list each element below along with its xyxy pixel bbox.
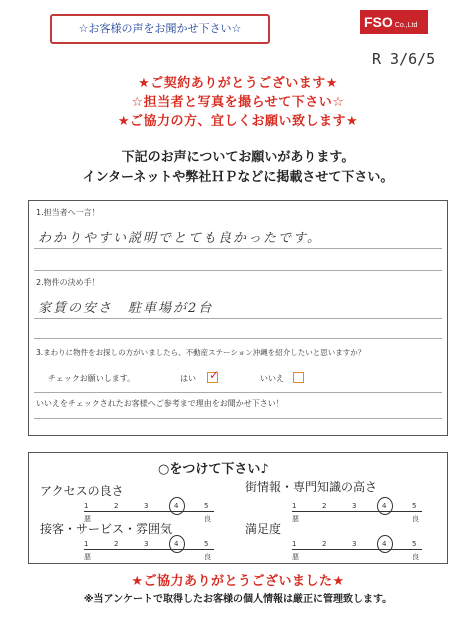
scale-tick: 5 xyxy=(412,540,417,548)
scale-tick: 4 xyxy=(174,540,179,548)
q3-yes-label: はい xyxy=(180,374,196,383)
scale-low-label: 悪 xyxy=(84,515,91,523)
q4-label: いいえをチェックされたお客様へご参考まで理由をお聞かせ下さい！ xyxy=(36,399,284,408)
privacy-note: ※当アンケートで取得したお客様の個人情報は厳正に管理致します。 xyxy=(83,594,393,605)
scale-tick: 5 xyxy=(412,502,417,510)
scale-high-label: 良 xyxy=(412,515,419,523)
rating-label: 街情報・専門知識の高さ xyxy=(245,480,378,494)
q3-no-checkbox[interactable] xyxy=(293,372,304,383)
request-line-1: 下記のお声についてお願いがあります。 xyxy=(121,150,355,165)
q3-check-prompt: チェックお願いします。 xyxy=(48,374,136,383)
scale-tick: 1 xyxy=(84,502,89,510)
scale-tick: 3 xyxy=(144,540,149,548)
scale-tick: 5 xyxy=(204,540,209,548)
scale-low-label: 悪 xyxy=(292,553,299,561)
scale-low-label: 悪 xyxy=(84,553,91,561)
q3-no-label: いいえ xyxy=(260,374,284,383)
scale-tick: 5 xyxy=(204,502,209,510)
q2-label: 2.物件の決め手！ xyxy=(36,278,100,287)
q3-yes-checkbox[interactable] xyxy=(207,368,220,383)
rating-scale xyxy=(292,500,422,512)
scale-high-label: 良 xyxy=(204,553,211,561)
company-logo: FSO Co.,Ltd xyxy=(360,10,428,34)
q1-answer[interactable]: わかりやすい説明でとても良かったです。 xyxy=(38,231,322,246)
q2-answer[interactable]: 家賃の安さ 駐車場が2台 xyxy=(38,301,214,316)
thanks-line-1: ★ご契約ありがとうございます★ xyxy=(138,76,338,91)
rating-selected-circle[interactable] xyxy=(169,497,185,515)
q3-label: 3.まわりに物件をお探しの方がいましたら、不動産ステーション沖縄を紹介したいと思いますか？ xyxy=(36,348,366,357)
header-title: ☆お客様の声をお聞かせ下さい☆ xyxy=(50,14,270,44)
scale-tick: 1 xyxy=(84,540,89,548)
scale-tick: 2 xyxy=(114,540,119,548)
scale-tick: 2 xyxy=(322,540,327,548)
rating-label: 満足度 xyxy=(245,522,282,536)
scale-low-label: 悪 xyxy=(292,515,299,523)
scale-tick: 4 xyxy=(382,502,387,510)
rating-title: ○をつけて下さい♪ xyxy=(158,462,269,477)
rating-selected-circle[interactable] xyxy=(377,497,393,515)
scale-tick: 1 xyxy=(292,540,297,548)
scale-tick: 1 xyxy=(292,502,297,510)
rating-scale xyxy=(292,538,422,550)
request-line-2: インターネットや弊社ＨＰなどに掲載させて下さい。 xyxy=(82,170,394,185)
rating-label: アクセスの良さ xyxy=(40,484,124,498)
rating-scale xyxy=(84,538,214,550)
rating-label: 接客・サービス・雰囲気 xyxy=(40,522,173,536)
check-mark-icon: ✓ xyxy=(209,368,220,382)
photo-request-line: ☆担当者と写真を撮らせて下さい☆ xyxy=(131,95,345,110)
scale-tick: 4 xyxy=(174,502,179,510)
rating-selected-circle[interactable] xyxy=(169,535,185,553)
footer-thanks: ★ご協力ありがとうございました★ xyxy=(131,574,345,589)
q1-label: 1.担当者へ一言！ xyxy=(36,208,100,217)
scale-tick: 3 xyxy=(144,502,149,510)
scale-high-label: 良 xyxy=(412,553,419,561)
scale-tick: 2 xyxy=(322,502,327,510)
rating-scale xyxy=(84,500,214,512)
date-handwritten: R 3/6/5 xyxy=(372,50,436,68)
scale-tick: 3 xyxy=(352,540,357,548)
scale-tick: 3 xyxy=(352,502,357,510)
cooperation-line: ★ご協力の方、宜しくお願い致します★ xyxy=(117,114,359,129)
rating-selected-circle[interactable] xyxy=(377,535,393,553)
scale-tick: 2 xyxy=(114,502,119,510)
scale-high-label: 良 xyxy=(204,515,211,523)
scale-tick: 4 xyxy=(382,540,387,548)
